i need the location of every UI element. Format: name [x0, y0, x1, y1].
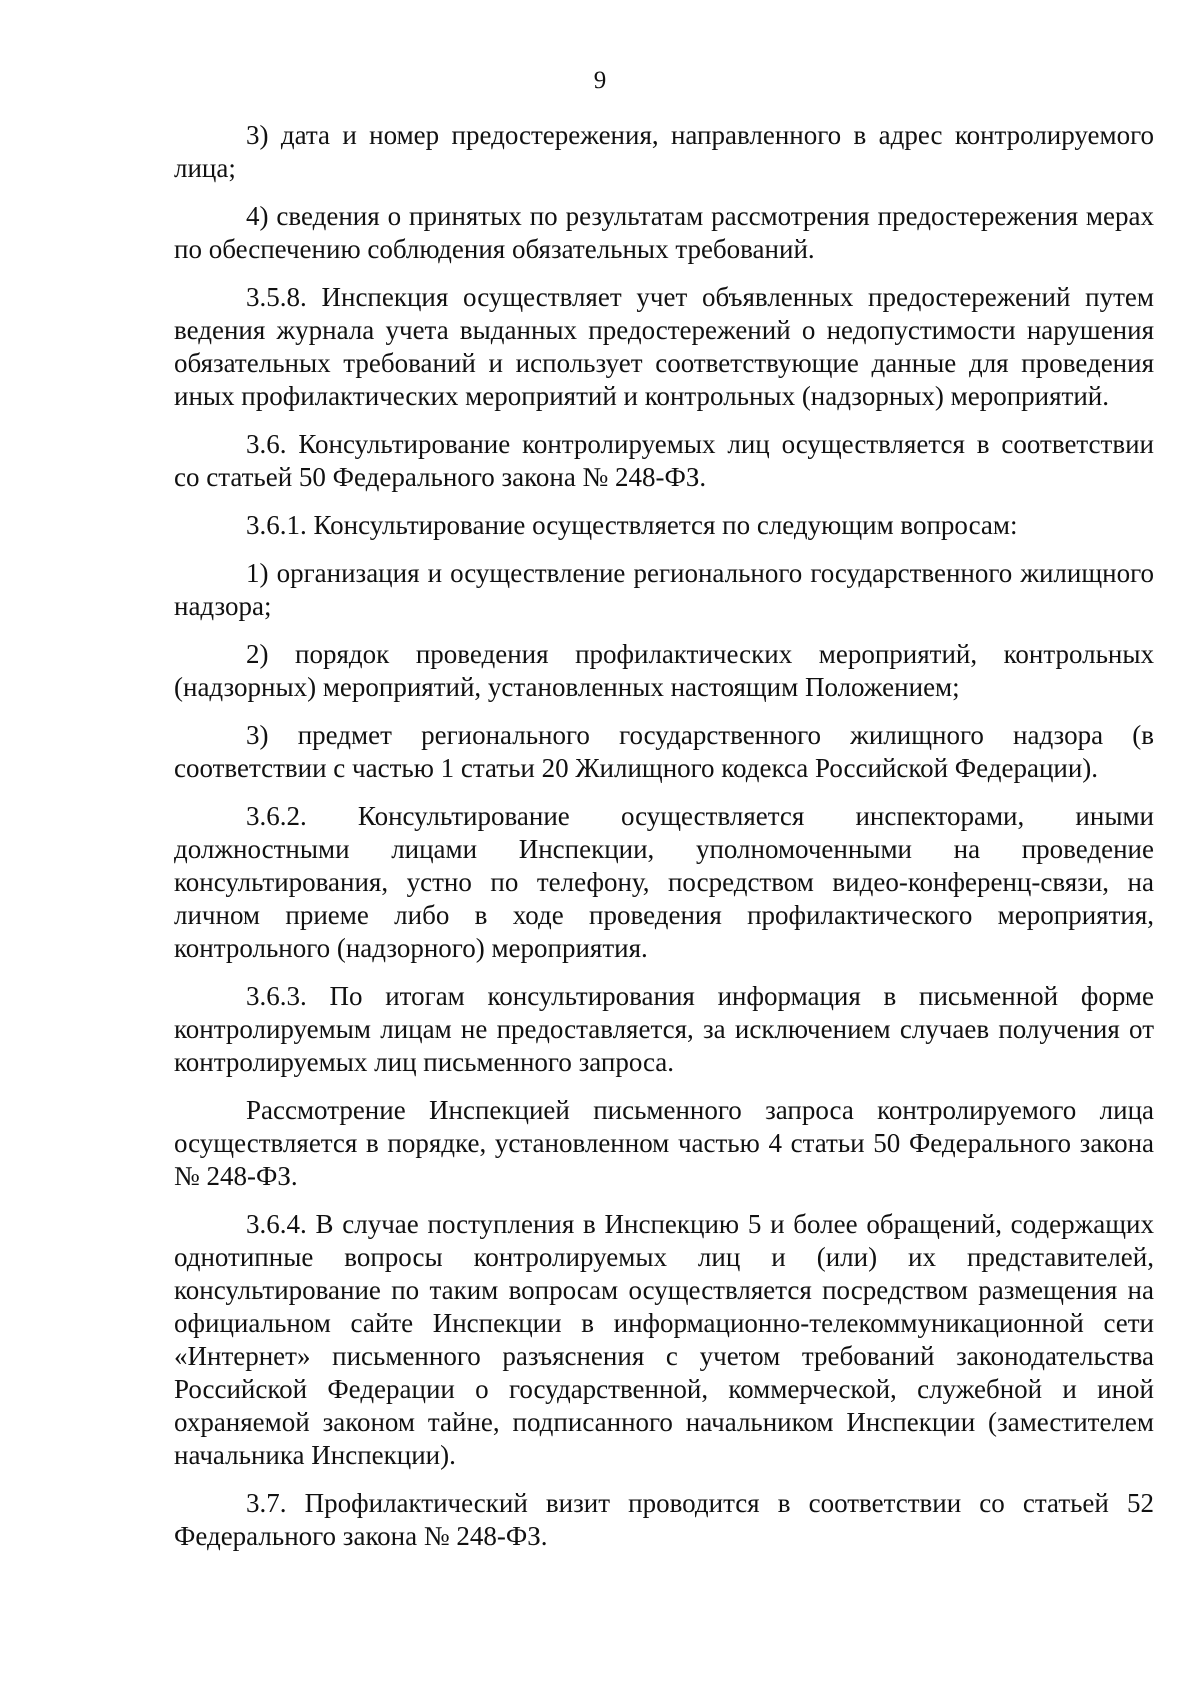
paragraph-3-6-1-item-3: 3) предмет регионального государственного жилищного надзора (в соответствии с частью 1 статьи 20 Жилищного кодекса Российской Федерации). [174, 720, 1154, 783]
paragraph-item-4-measures: 4) сведения о принятых по результатам рассмотрения предостережения мерах по обеспечению соблюдения обязательных требований. [174, 201, 1154, 264]
paragraph-3-6-1: 3.6.1. Консультирование осуществляется по следующим вопросам: [246, 510, 1018, 540]
paragraph-3-6: 3.6. Консультирование контролируемых лиц осуществляется в соответствии со статьей 50 Федерального закона № 248-ФЗ. [174, 429, 1154, 492]
page-number: 9 [593, 67, 607, 94]
paragraph-3-6-2: 3.6.2. Консультирование осуществляется инспекторами, иными должностными лицами Инспекции, уполномоченными на проведение консультирования, устно по телефону, посредством видео-конференц-связи, на личном приеме либо в ходе проведения профилактического мероприятия, контрольного (надзорного) мероприятия. [174, 801, 1154, 963]
paragraph-3-7: 3.7. Профилактический визит проводится в соответствии со статьей 52 Федерального закона № 248-ФЗ. [174, 1488, 1154, 1551]
paragraph-3-6-1-item-1: 1) организация и осуществление регионального государственного жилищного надзора; [174, 558, 1154, 621]
paragraph-written-request: Рассмотрение Инспекцией письменного запроса контролируемого лица осуществляется в порядке, установленном частью 4 статьи 50 Федерального закона № 248-ФЗ. [174, 1095, 1154, 1191]
paragraph-item-3-date-number: 3) дата и номер предостережения, направленного в адрес контролируемого лица; [174, 120, 1154, 183]
paragraph-3-5-8: 3.5.8. Инспекция осуществляет учет объявленных предостережений путем ведения журнала учета выданных предостережений о недопустимости нарушения обязательных требований и использует соответствующие данные для проведения иных профилактических мероприятий и контрольных (надзорных) мероприятий. [174, 282, 1154, 411]
paragraph-3-6-4: 3.6.4. В случае поступления в Инспекцию 5 и более обращений, содержащих однотипные вопросы контролируемых лиц и (или) их представителей, консультирование по таким вопросам осуществляется посредством размещения на официальном сайте Инспекции в информационно-телекоммуникационной сети «Интернет» письменного разъяснения с учетом требований законодательства Российской Федерации о государственной, коммерческой, служебной и иной охраняемой законом тайне, подписанного начальником Инспекции (заместителем начальника Инспекции). [174, 1209, 1154, 1470]
document-body [174, 119, 1154, 1568]
paragraph-3-6-1-item-2: 2) порядок проведения профилактических мероприятий, контрольных (надзорных) мероприятий, установленных настоящим Положением; [174, 639, 1154, 702]
paragraph-3-6-3: 3.6.3. По итогам консультирования информация в письменной форме контролируемым лицам не предоставляется, за исключением случаев получения от контролируемых лиц письменного запроса. [174, 981, 1154, 1077]
